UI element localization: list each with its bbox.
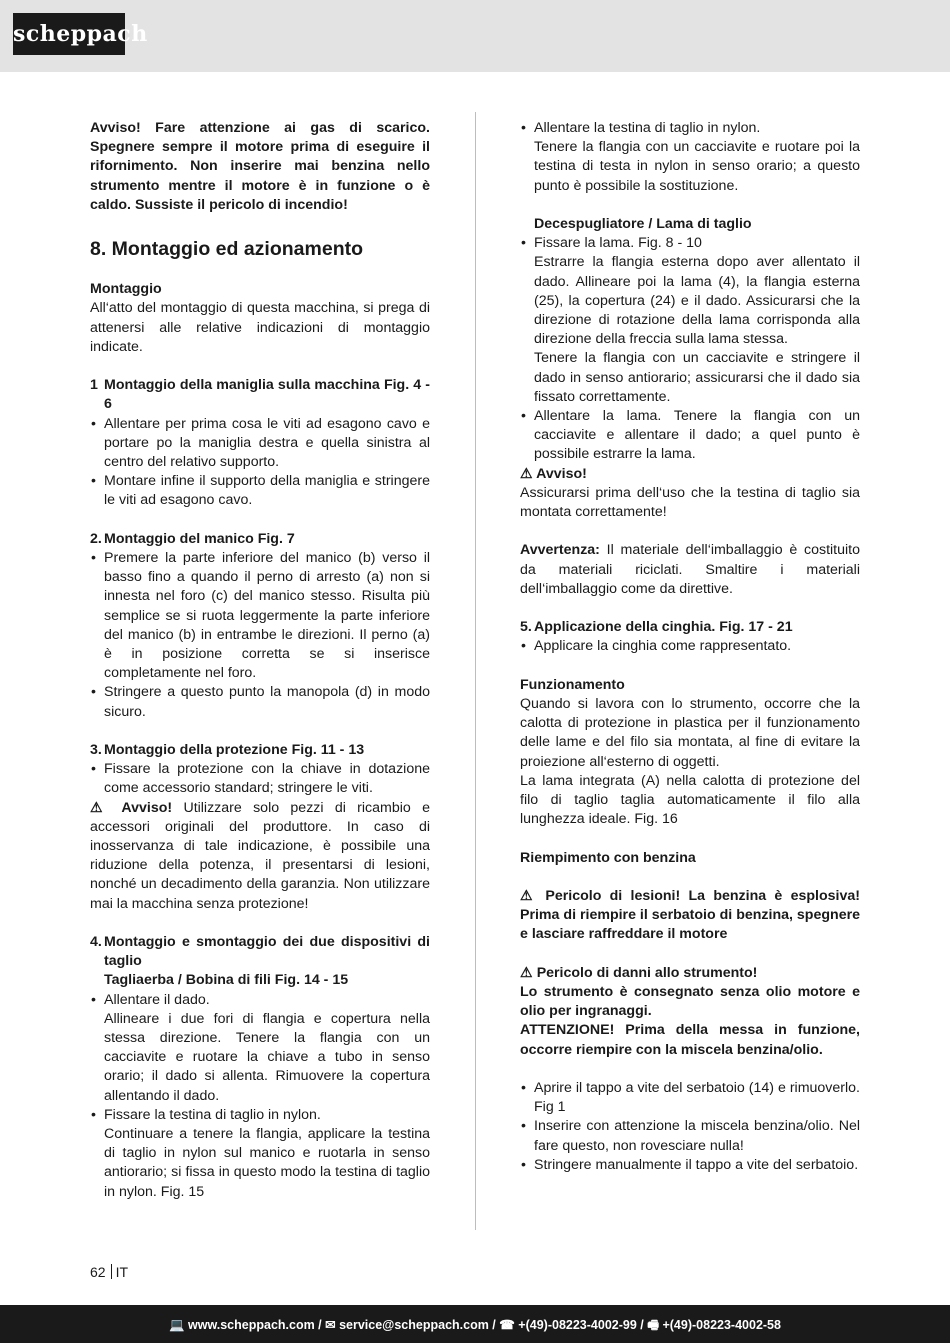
warning-intro: Avviso! Fare attenzione ai gas di scarico. Spegnere sempre il motore prima di eseguire il rifornimento. Non inserire mai benzina nello strumento mentre il motore è in funzione o è caldo. Sussiste il pericolo di incendio! — [90, 120, 430, 213]
right-column — [520, 119, 860, 1175]
blade-list — [520, 234, 860, 464]
step-4-subtitle: Tagliaerba / Bobina di fili Fig. 14 - 15 — [104, 972, 349, 989]
avvertenza: Avvertenza: Il materiale dell‘imballaggio è costituito da materiali riciclati. Smaltire i materiali dell‘imballaggio come da direttive. — [520, 542, 860, 597]
list-item: • Fissare la lama. Fig. 8 - 10 Estrarre la flangia esterna dopo aver allentato il dado. Allineare poi la lama (4), la flangia esterna (25), la copertura (24) e il dado. Assicurarsi che la direzione di rotazione della lama corrisponda alla direzione della freccia sulla lama stessa. Tenere la flangia con un cacciavite e stringere il dado in senso antiorario; assicurarsi che il dado sia fissato correttamente. — [520, 234, 860, 407]
page-number: 62 IT — [90, 1264, 129, 1280]
column-divider — [475, 112, 476, 1230]
list-item: • Allentare la lama. Tenere la flangia con un cacciavite e allentare il dado; a quel punto è possibile estrarre la lama. — [520, 407, 860, 465]
list-item: • Inserire con attenzione la miscela benzina/olio. Nel fare questo, non rovesciare nulla! — [520, 1117, 860, 1155]
contact-line: 💻 www.scheppach.com / ✉ service@scheppach.com / ☎ +(49)-08223-4002-99 / 🖷 +(49)-08223-4002-58 — [169, 1318, 781, 1332]
montaggio-text: All‘atto del montaggio di questa macchina, si prega di attenersi alle relative indicazioni di montaggio indicate. — [90, 300, 430, 355]
list-item: • Aprire il tappo a vite del serbatoio (14) e rimuoverlo. Fig 1 — [520, 1079, 860, 1117]
list-item: • Montare infine il supporto della maniglia e stringere le viti ad esagono cavo. — [90, 472, 430, 510]
danger-damage-line-2: Lo strumento è consegnato senza olio motore e olio per ingranaggi. — [520, 984, 860, 1020]
step-1-list — [90, 415, 430, 511]
header-bar — [0, 0, 950, 72]
warning-icon: ⚠ — [90, 799, 111, 816]
warning-icon: ⚠ — [520, 465, 533, 482]
list-item: • Fissare la testina di taglio in nylon. Continuare a tenere la flangia, applicare la testina di taglio in nylon sul manico e ruotarla in senso antiorario; si fissa in questo modo la testina di taglio in nylon. Fig. 15 — [90, 1106, 430, 1202]
step-3-heading: 3. Montaggio della protezione Fig. 11 - 13 — [90, 742, 365, 759]
list-item: • Allentare per prima cosa le viti ad esagono cavo e portare po la maniglia destra e quella sinistra al centro del relativo supporto. — [90, 415, 430, 473]
funzionamento-heading: Funzionamento — [520, 676, 625, 693]
step-5-list — [520, 637, 860, 656]
funzionamento-text-1: Quando si lavora con lo strumento, occorre che la calotta di protezione in plastica per il funzionamento delle lame e del filo sia montata, al fine di evitare la proiezione all‘esterno di oggetti. — [520, 696, 860, 770]
list-item: • Applicare la cinghia come rappresentato. — [520, 637, 860, 656]
step-2-heading: 2. Montaggio del manico Fig. 7 — [90, 530, 295, 547]
footer-bar — [0, 1305, 950, 1343]
list-item: • Stringere manualmente il tappo a vite del serbatoio. — [520, 1156, 860, 1175]
list-item: • Allentare il dado. Allineare i due fori di flangia e copertura nella stessa direzione. Tenere la flangia con un cacciavite e ruotare la chiave a tubo in senso orario; il dado si allenta. Rimuovere la copertura allentando il dado. — [90, 991, 430, 1106]
language-code: IT — [115, 1264, 129, 1280]
section-title: 8. Montaggio ed azionamento — [90, 238, 364, 261]
warning-icon: ⚠ — [520, 888, 538, 905]
left-column — [90, 119, 430, 1202]
step-1-heading: 1 Montaggio della maniglia sulla macchina Fig. 4 - 6 — [90, 377, 430, 413]
blade-heading: Decespugliatore / Lama di taglio — [534, 216, 752, 232]
blade-warning-text: Assicurarsi prima dell‘uso che la testina di taglio sia montata correttamente! — [520, 484, 860, 521]
brand-logo: scheppach — [13, 13, 125, 55]
step-5-heading: 5. Applicazione della cinghia. Fig. 17 - 21 — [520, 619, 793, 636]
list-item: • Premere la parte inferiore del manico (b) verso il basso fino a quando il perno di arresto (a) non si innesta nel foro (c) del manico stesso. Risulta più semplice se si ruota leggermente la parte inferiore del manico (b) in entrambe le direzioni. Il perno (a) è in posizione corretta se si inserisce completamente nel foro. — [90, 549, 430, 683]
step-4-list — [90, 991, 430, 1202]
danger-damage-title: ⚠ Pericolo di danni allo strumento! — [520, 964, 758, 981]
funzionamento-text-2: La lama integrata (A) nella calotta di protezione del filo di taglio taglia automaticamente il filo alla lunghezza ideale. Fig. 16 — [520, 772, 860, 828]
list-item: • Fissare la protezione con la chiave in dotazione come accessorio standard; stringere le viti. — [90, 760, 430, 798]
list-item: • Allentare la testina di taglio in nylon. Tenere la flangia con un cacciavite e ruotare poi la testina di testa in nylon in senso orario; a questo punto è possibile la sostituzione. — [520, 119, 860, 196]
fuel-list — [520, 1079, 860, 1175]
step-3-warning: ⚠ Avviso! Utilizzare solo pezzi di ricambio e accessori originali del produttore. In caso di inosservanza di tale indicazione, è possibile una riduzione della potenza, il presentarsi di lesioni, nonché un decadimento della garanzia. Non utilizzare mai la macchina senza protezione! — [90, 799, 430, 912]
step-3-list — [90, 760, 430, 798]
fuel-heading: Riempimento con benzina — [520, 849, 696, 866]
danger-damage-line-3: ATTENZIONE! Prima della messa in funzione, occorre riempire con la miscela benzina/olio. — [520, 1022, 860, 1058]
danger-injury: ⚠ Pericolo di lesioni! La benzina è esplosiva! Prima di riempire il serbatoio di benzina, spegnere e lasciare raffreddare il motore — [520, 888, 860, 943]
blade-warning-label: ⚠ Avviso! — [520, 465, 587, 482]
step-4-heading: 4. Montaggio e smontaggio dei due dispositivi di taglio — [90, 934, 430, 970]
warning-icon: ⚠ — [520, 964, 533, 981]
page-separator — [111, 1264, 112, 1279]
step-2-list — [90, 549, 430, 722]
list-item: • Stringere a questo punto la manopola (d) in modo sicuro. — [90, 683, 430, 721]
nylon-head-list — [520, 119, 860, 196]
montaggio-heading: Montaggio — [90, 281, 162, 298]
